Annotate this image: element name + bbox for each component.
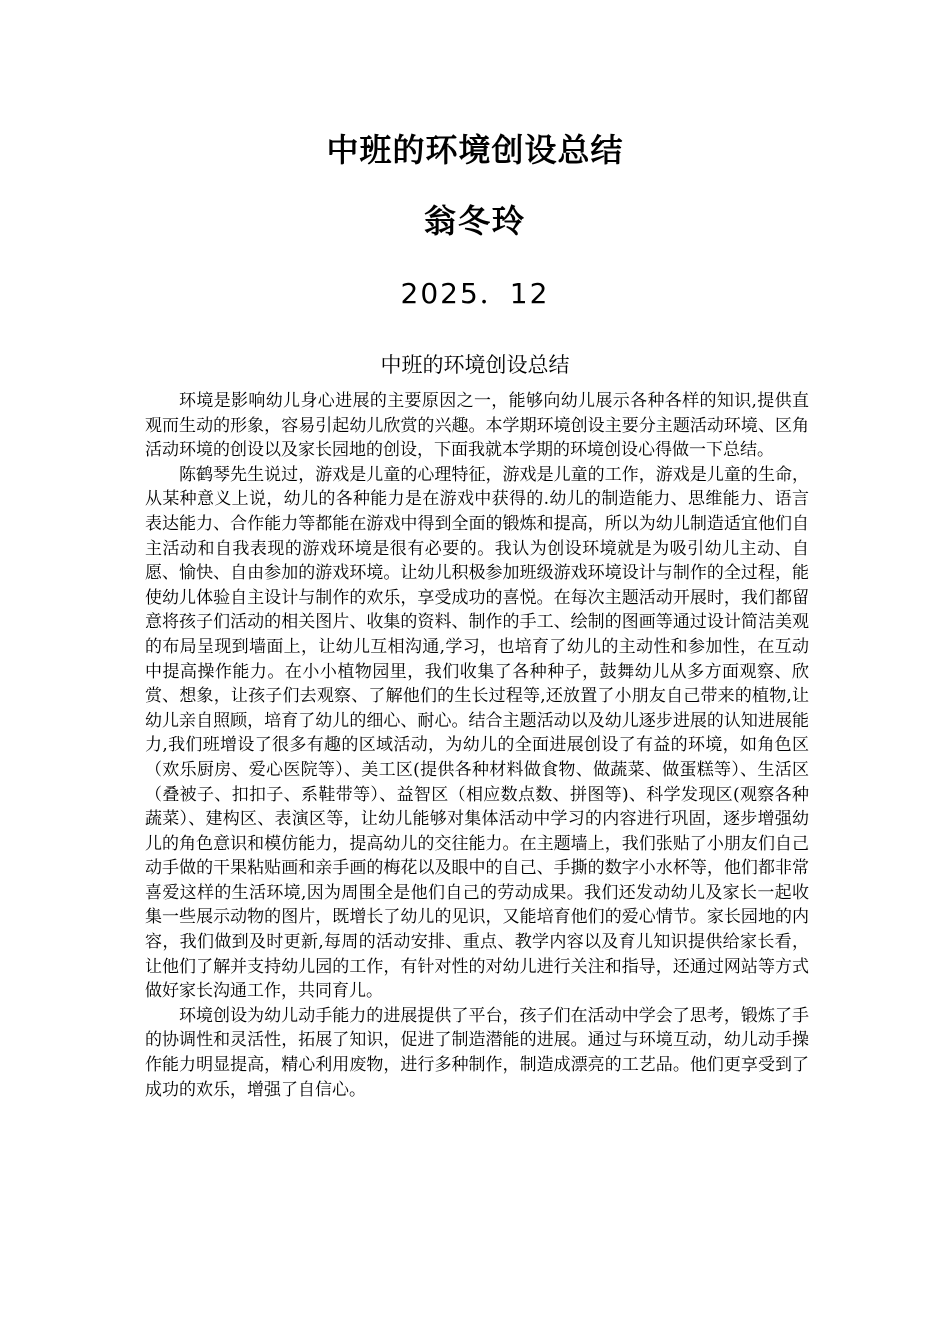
paragraph-1: 环境是影响幼儿身心进展的主要原因之一，能够向幼儿展示各种各样的知识,提供直观而生动的形象，容易引起幼儿欣赏的兴趣。本学期环境创设主要分主题活动环境、区角活动环境的创设以及家长园地的创设，下面我就本学期的环境创设心得做一下总结。 xyxy=(145,391,809,461)
paragraph-2: 陈鹤琴先生说过，游戏是儿童的心理特征，游戏是儿童的工作，游戏是儿童的生命，从某种意义上说，幼儿的各种能力是在游戏中获得的.幼儿的制造能力、思维能力、语言表达能力、合作能力等都能在游戏中得到全面的锻炼和提高，所以为幼儿制造适宜他们自主活动和自我表现的游戏环境是很有必要的。我认为创设环境就是为吸引幼儿主动、自愿、愉快、自由参加的游戏环境。让幼儿积极参加班级游戏环境设计与制作的全过程，能使幼儿体验自主设计与制作的欢乐，享受成功的喜悦。在每次主题活动开展时，我们都留意将孩子们活动的相关图片、收集的资料、制作的手工、绘制的图画等通过设计简洁美观的布局呈现到墙面上，让幼儿互相沟通,学习，也培育了幼儿的主动性和参加性，在互动中提高操作能力。在小小植物园里，我们收集了各种种子，鼓舞幼儿从多方面观察、欣赏、想象，让孩子们去观察、了解他们的生长过程等,还放置了小朋友自己带来的植物,让幼儿亲自照顾，培育了幼儿的细心、耐心。结合主题活动以及幼儿逐步进展的认知进展能力,我们班增设了很多有趣的区域活动，为幼儿的全面进展创设了有益的环境，如角色区（欢乐厨房、爱心医院等）、美工区(提供各种材料做食物、做蔬菜、做蛋糕等）、生活区（叠被子、扣扣子、系鞋带等）、益智区（相应数点数、拼图等)、科学发现区(观察各种蔬菜）、建构区、表演区等，让幼儿能够对集体活动中学习的内容进行巩固，逐步增强幼儿的角色意识和模仿能力，提高幼儿的交往能力。在主题墙上，我们张贴了小朋友们自己动手做的干果粘贴画和亲手画的梅花以及眼中的自己、手撕的数字小水杯等，他们都非常喜爱这样的生活环境,因为周围全是他们自己的劳动成果。我们还发动幼儿及家长一起收集一些展示动物的图片，既增长了幼儿的见识，又能培育他们的爱心情节。家长园地的内容，我们做到及时更新,每周的活动安排、重点、教学内容以及育儿知识提供给家长看，让他们了解并支持幼儿园的工作，有针对性的对幼儿进行关注和指导，还通过网站等方式做好家长沟通工作，共同育儿。 xyxy=(145,464,809,1002)
cover-date: 2025．12 xyxy=(400,277,550,310)
document-title: 中班的环境创设总结 xyxy=(380,353,570,377)
paragraph-3: 环境创设为幼儿动手能力的进展提供了平台，孩子们在活动中学会了思考，锻炼了手的协调性和灵活性，拓展了知识，促进了制造潜能的进展。通过与环境互动，幼儿动手操作能力明显提高，精心利用废物，进行多种制作，制造成漂亮的工艺品。他们更享受到了成功的欢乐，增强了自信心。 xyxy=(145,1005,809,1100)
cover-author: 翁冬玲 xyxy=(423,202,526,240)
cover-title: 中班的环境创设总结 xyxy=(326,131,624,169)
article-body xyxy=(145,389,809,1102)
